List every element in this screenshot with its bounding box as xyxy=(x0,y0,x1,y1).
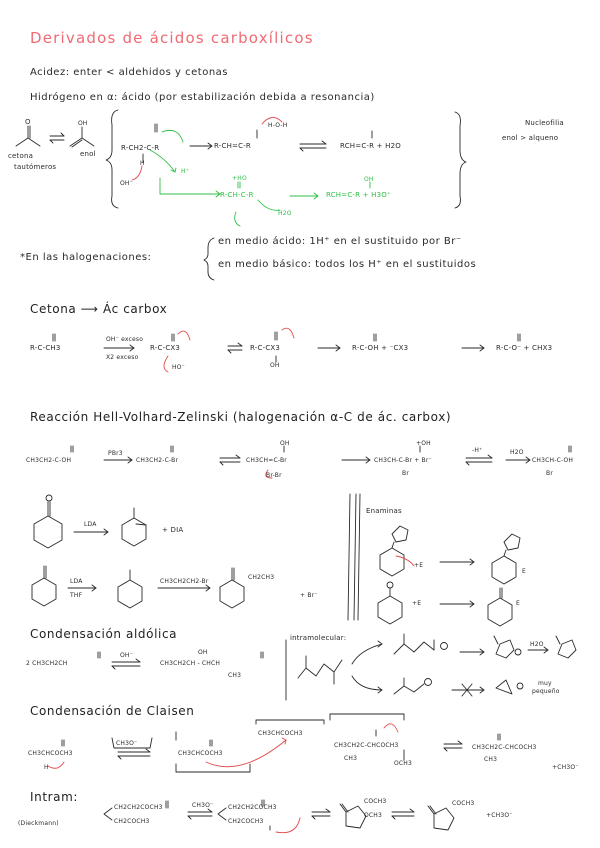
acid-intermediate-top: +HO xyxy=(232,175,247,182)
haloform-r2: R-C-CX3 xyxy=(150,344,181,352)
haloform-cond-bot: X2 exceso xyxy=(106,354,139,361)
page-title: Derivados de ácidos carboxílicos xyxy=(30,29,314,47)
lda-alkyl-halide: CH3CH2CH2-Br xyxy=(160,578,209,585)
dieckmann-methoxide: +CH3O⁻ xyxy=(486,812,513,819)
dieckmann-s1-bot: CH2COCH3 xyxy=(114,818,150,825)
tautomers-label: tautómeros xyxy=(14,163,57,171)
claisen-product: CH3CH2C-CHCOCH3 xyxy=(472,744,537,751)
aldol-product-ch3: CH3 xyxy=(228,672,242,679)
hvz-pbr3: PBr3 xyxy=(108,450,123,457)
lda-bromide: + Br⁻ xyxy=(300,592,318,599)
dieckmann-base: CH3O⁻ xyxy=(192,802,214,809)
ketone-structure xyxy=(16,118,40,146)
halogenation-basic: en medio básico: todos los H⁺ en el sustituidos xyxy=(218,259,477,270)
claisen-reactant: CH3CHCOCH3 xyxy=(28,750,73,757)
hvz-s3-oh: OH xyxy=(280,440,290,447)
lda-product-ethyl: CH2CH3 xyxy=(248,574,275,581)
enolate-product-e: E xyxy=(516,600,520,607)
tautomer-equilibrium-arrows xyxy=(50,133,64,143)
haloform-r1: R-C-CH3 xyxy=(30,344,61,352)
hvz-heading: Reacción Hell-Volhard-Zelinski (halogenación α-C de ác. carbox) xyxy=(30,410,452,424)
hydroxide: OH⁻ xyxy=(120,180,134,187)
claisen-heading: Condensación de Claisen xyxy=(30,704,195,718)
water-hoh: H-O-H xyxy=(268,122,288,129)
muy-label: muy xyxy=(538,680,552,687)
acid-water: H2O xyxy=(278,210,292,217)
proton: H⁺ xyxy=(181,168,190,175)
enolate-resonance: R-CH=C-R xyxy=(214,142,251,150)
haloform-r3-oh: OH xyxy=(270,362,280,369)
alpha-h: H xyxy=(140,160,145,167)
enol-product-acid: RCH=C-R + H3O⁺ xyxy=(326,191,391,199)
halogenation-acid: en medio ácido: 1H⁺ en el sustituido por Br⁻ xyxy=(218,236,462,247)
haloform-ho: HO⁻ xyxy=(172,364,186,371)
haloform-heading: Cetona ⟶ Ác carbox xyxy=(30,302,168,316)
claisen-base: CH3O⁻ xyxy=(116,740,138,747)
haloform-r3: R-C-CX3 xyxy=(250,344,281,352)
halogenation-label: *En las halogenaciones: xyxy=(20,252,152,263)
ketone-label: cetona xyxy=(8,152,34,160)
pequeño-label: pequeño xyxy=(532,688,560,695)
enamine-product-e: E xyxy=(522,568,526,575)
svg-text:O: O xyxy=(25,118,31,126)
claisen-ester: CH3CHCOCH3 xyxy=(258,730,303,737)
hvz-s4-br: Br xyxy=(402,470,409,477)
dieckmann-s2-bot: CH2COCH3 xyxy=(228,818,264,825)
aldol-water: H2O xyxy=(530,641,544,648)
svg-text:OH: OH xyxy=(78,120,88,127)
enamine-electrophile: +E xyxy=(414,562,424,569)
hvz-s4: CH3CH-C-Br + Br⁻ xyxy=(374,457,432,464)
nucleophile-label: Nucleofilia xyxy=(525,119,564,127)
enamines-label: Enaminas xyxy=(366,507,402,515)
lda-thf: THF xyxy=(70,592,83,599)
haloform-r4: R-C-OH + ⁻CX3 xyxy=(352,344,409,352)
hvz-s1: CH3CH2-C-OH xyxy=(26,457,72,464)
aldol-product: CH3CH2CH - CHCH xyxy=(160,660,221,667)
intram-heading: Intram: xyxy=(30,790,79,804)
dieckmann-och3: OCH3 xyxy=(364,812,383,819)
aldol-heading: Condensación aldólica xyxy=(30,627,178,641)
hvz-water: H2O xyxy=(510,449,524,456)
acidity-line: Acidez: enter < aldehidos y cetonas xyxy=(30,67,228,78)
hvz-s5: CH3CH-C-OH xyxy=(532,457,574,464)
enol-label: enol xyxy=(80,150,96,158)
enolate-electrophile: +E xyxy=(412,600,422,607)
claisen-tetrahedral-ch3: CH3 xyxy=(344,755,358,762)
claisen-och3: OCH3 xyxy=(394,760,413,767)
claisen-alpha-h: H xyxy=(44,764,49,771)
aldol-base: OH⁻ xyxy=(120,652,134,659)
enolization-reactant: R-CH2-C-R xyxy=(121,144,160,152)
claisen-enolate: CH3CHCOCH3 xyxy=(178,750,223,757)
claisen-product-ch3: CH3 xyxy=(484,756,498,763)
aldol-reactant: 2 CH3CH2CH xyxy=(26,660,68,667)
hvz-s2: CH3CH2-C-Br xyxy=(136,457,179,464)
aldol-product-oh: OH xyxy=(198,649,208,656)
lda-dia: + DIA xyxy=(162,526,184,534)
nucleophile-order: enol > alqueno xyxy=(502,134,559,142)
enol-product-base: RCH=C-R + H2O xyxy=(340,142,401,150)
acid-intermediate: R-CH-C-R xyxy=(220,191,254,199)
enol-product-acid-oh: OH xyxy=(364,176,374,183)
dieckmann-product-coch3: COCH3 xyxy=(452,800,475,807)
lda-label-2: LDA xyxy=(70,578,83,585)
claisen-tetrahedral: CH3CH2C-CHCOCH3 xyxy=(334,742,399,749)
hvz-s4-oh: +OH xyxy=(416,440,431,447)
claisen-methoxide: +CH3O⁻ xyxy=(552,764,579,771)
haloform-r5: R-C-O⁻ + CHX3 xyxy=(496,344,553,352)
hvz-minus-h: -H⁺ xyxy=(472,447,483,454)
dieckmann-label: (Dieckmann) xyxy=(18,820,59,827)
dieckmann-s1-top: CH2CH2COCH3 xyxy=(114,804,163,811)
alpha-hydrogen-line: Hidrógeno en α: ácido (por estabilización debida a resonancia) xyxy=(30,92,375,103)
intramolecular-label: intramolecular: xyxy=(290,634,347,642)
hvz-br2: Br-Br xyxy=(266,472,282,479)
hvz-s5-br: Br xyxy=(546,470,553,477)
haloform-cond-top: OH⁻ exceso xyxy=(106,336,144,343)
enol-structure xyxy=(70,120,94,147)
dieckmann-s2-top: CH2CH2COCH3 xyxy=(228,804,277,811)
hvz-s3: CH3CH=C-Br xyxy=(246,457,287,464)
dieckmann-coch3: COCH3 xyxy=(364,798,387,805)
lda-label-1: LDA xyxy=(84,521,97,528)
